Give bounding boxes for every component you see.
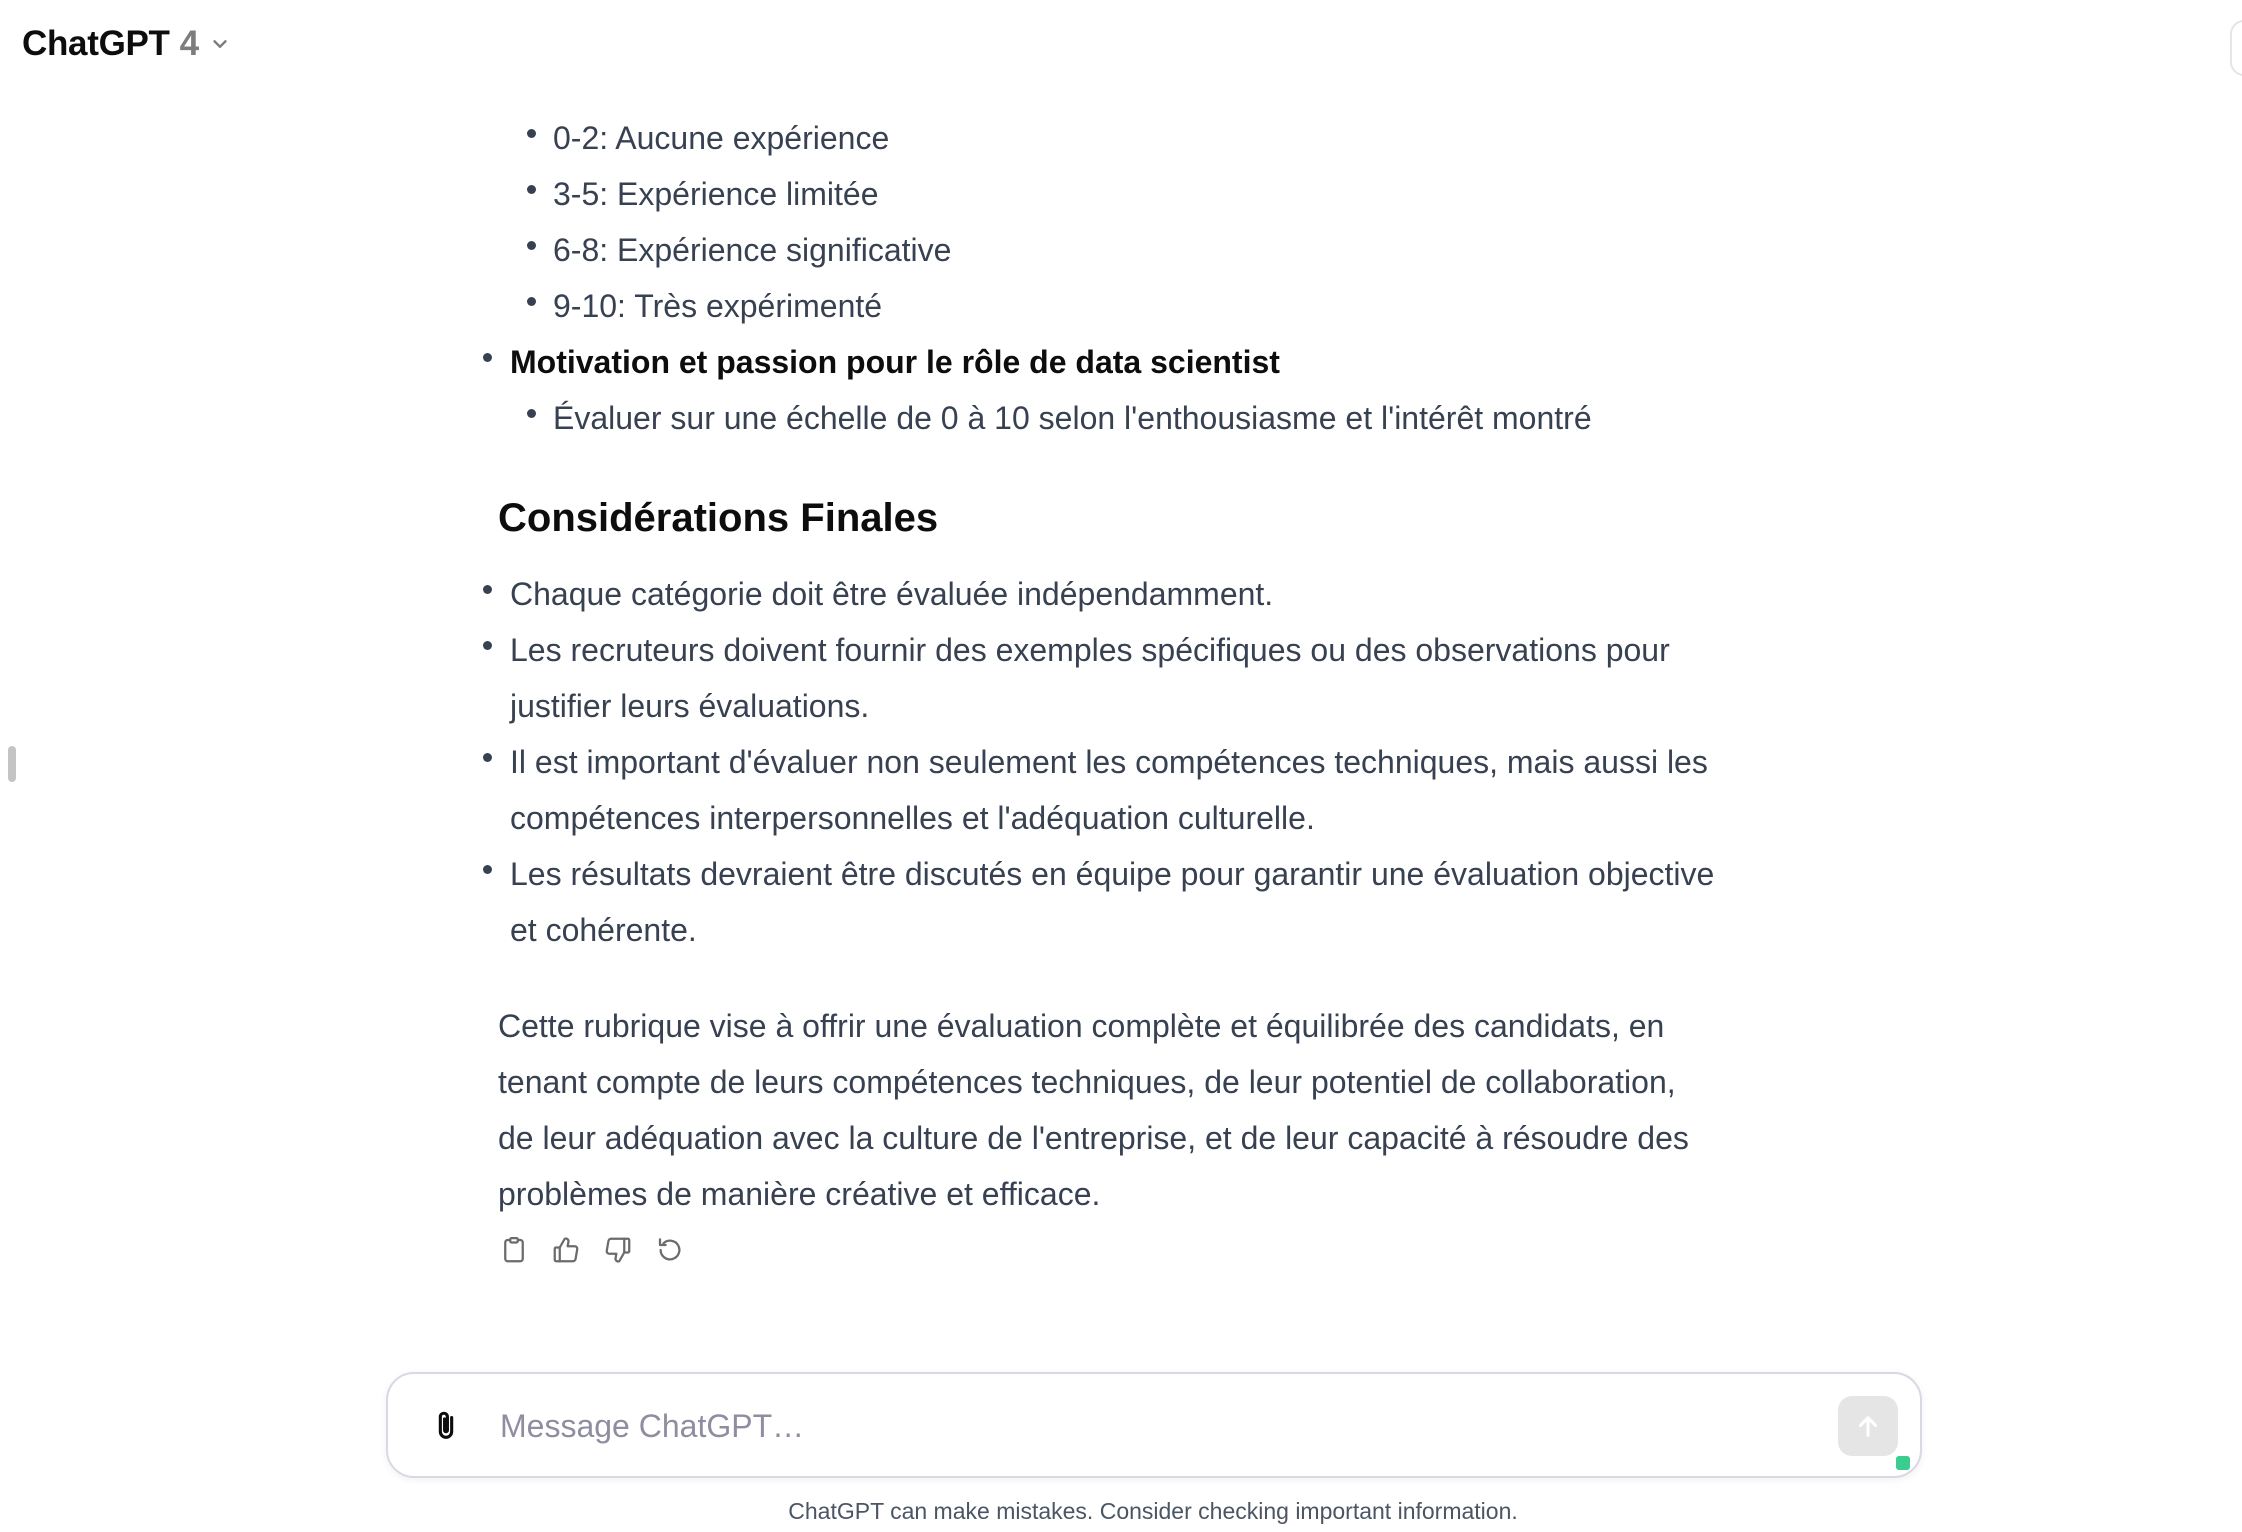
chevron-down-icon [209, 33, 231, 55]
paragraph-line: tenant compte de leurs compétences techniques, de leur potentiel de collaboration, [498, 1064, 1676, 1100]
send-button[interactable] [1838, 1396, 1898, 1456]
list-item: 6-8: Expérience significative [553, 232, 952, 268]
paragraph-line: Cette rubrique vise à offrir une évaluation complète et équilibrée des candidats, en [498, 1008, 1665, 1044]
bullet-icon [483, 753, 492, 762]
list-item: 0-2: Aucune expérience [553, 120, 890, 156]
model-name: ChatGPT [22, 24, 170, 63]
clipboard-icon[interactable] [496, 1232, 532, 1268]
list-item-title: Motivation et passion pour le rôle de data scientist [510, 344, 1280, 380]
list-item-continuation: justifier leurs évaluations. [510, 688, 870, 724]
list-item: Les résultats devraient être discutés en équipe pour garantir une évaluation objective [510, 856, 1715, 892]
top-header [0, 0, 2242, 86]
bullet-icon [527, 185, 536, 194]
status-indicator [1896, 1456, 1910, 1470]
list-item: 3-5: Expérience limitée [553, 176, 879, 212]
bullet-icon [483, 585, 492, 594]
thumbs-up-icon[interactable] [548, 1232, 584, 1268]
bullet-icon [527, 297, 536, 306]
bullet-icon [483, 353, 492, 362]
bullet-icon [527, 241, 536, 250]
paragraph-line: problèmes de manière créative et efficace. [498, 1176, 1101, 1212]
message-actions [496, 1232, 688, 1268]
list-item: Évaluer sur une échelle de 0 à 10 selon l'enthousiasme et l'intérêt montré [553, 400, 1592, 436]
paperclip-icon[interactable] [424, 1404, 468, 1448]
list-item: 9-10: Très expérimenté [553, 288, 883, 324]
header-action-button[interactable] [2230, 20, 2242, 76]
bullet-icon [527, 409, 536, 418]
message-composer [386, 1372, 1922, 1478]
section-heading: Considérations Finales [498, 496, 939, 540]
thumbs-down-icon[interactable] [600, 1232, 636, 1268]
model-selector[interactable] [10, 18, 243, 70]
list-item-continuation: compétences interpersonnelles et l'adéquation culturelle. [510, 800, 1315, 836]
list-item: Il est important d'évaluer non seulement les compétences techniques, mais aussi les [510, 744, 1708, 780]
arrow-up-icon [1854, 1412, 1882, 1440]
paragraph-line: de leur adéquation avec la culture de l'entreprise, et de leur capacité à résoudre des [498, 1120, 1689, 1156]
message-input[interactable] [498, 1398, 1748, 1454]
bullet-icon [527, 129, 536, 138]
disclaimer-text: ChatGPT can make mistakes. Consider checking important information. [788, 1498, 1518, 1524]
list-item: Chaque catégorie doit être évaluée indépendamment. [510, 576, 1274, 612]
list-item: Les recruteurs doivent fournir des exemples spécifiques ou des observations pour [510, 632, 1670, 668]
regenerate-icon[interactable] [652, 1232, 688, 1268]
model-version: 4 [179, 24, 200, 63]
bullet-icon [483, 641, 492, 650]
bullet-icon [483, 865, 492, 874]
list-item-continuation: et cohérente. [510, 912, 697, 948]
